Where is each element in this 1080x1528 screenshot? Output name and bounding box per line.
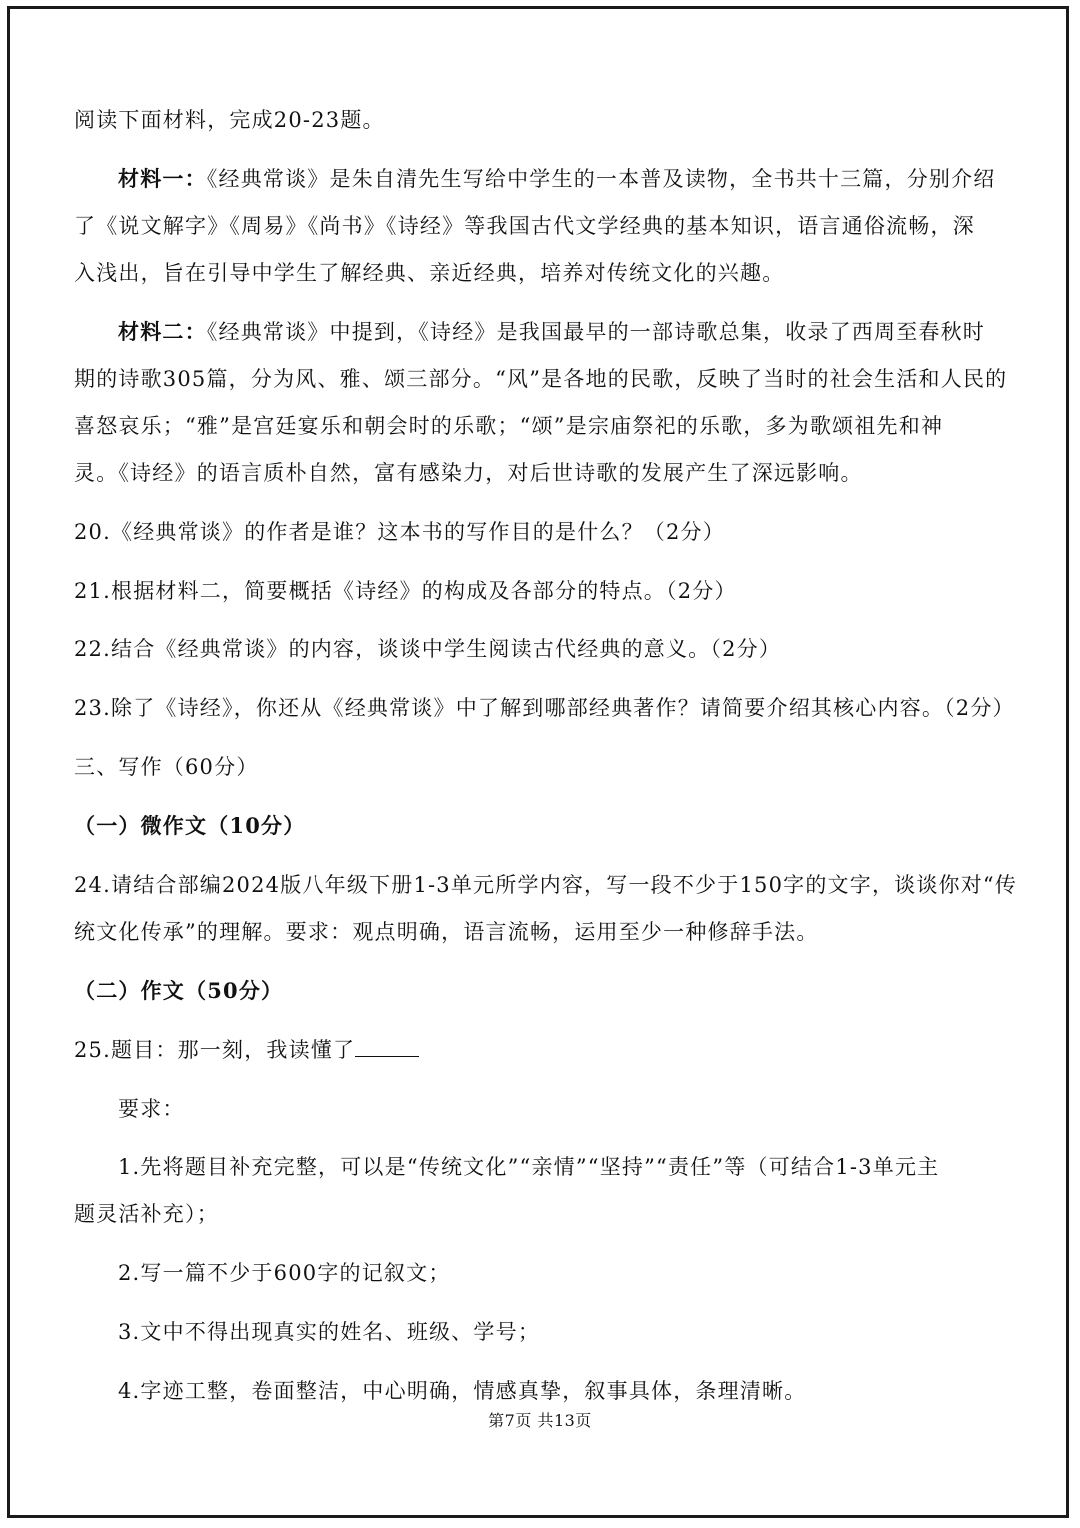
question-24-line-2: 统文化传承”的理解。要求：观点明确，语言流畅，运用至少一种修辞手法。 — [74, 920, 819, 944]
material-one-label: 材料一： — [118, 166, 207, 191]
requirement-2: 2.写一篇不少于600字的记叙文； — [118, 1261, 451, 1285]
material-one-line-1 — [118, 165, 996, 193]
requirement-1-line-2: 题灵活补充）； — [74, 1202, 219, 1226]
question-23: 23.除了《诗经》，你还从《经典常谈》中了解到哪部经典著作？请简要介绍其核心内容。（2分） — [74, 696, 1015, 720]
question-25-prompt: 25.题目：那一刻，我读懂了 — [74, 1038, 356, 1062]
material-one-text: 《经典常谈》是朱自清先生写给中学生的一本普及读物，全书共十三篇，分别介绍 — [206, 167, 996, 191]
requirement-4: 4.字迹工整，卷面整洁，中心明确，情感真挚，叙事具体，条理清晰。 — [118, 1379, 807, 1403]
material-one-line-2: 了《说文解字》《周易》《尚书》《诗经》等我国古代文学经典的基本知识，语言通俗流畅，深 — [74, 214, 975, 238]
material-one-line-3: 入浅出，旨在引导中学生了解经典、亲近经典，培养对传统文化的兴趣。 — [74, 261, 785, 285]
material-two-text: 《经典常谈》中提到，《诗经》是我国最早的一部诗歌总集，收录了西周至春秋时 — [206, 320, 986, 344]
question-20: 20.《经典常谈》的作者是谁？这本书的写作目的是什么？（2分） — [74, 520, 725, 544]
writing-section-heading: 三、写作（60分） — [74, 755, 259, 779]
page-number-footer: 第7页 共13页 — [488, 1411, 592, 1430]
question-25 — [74, 1036, 419, 1064]
requirement-1-line-1: 1.先将题目补充完整，可以是“传统文化”“亲情”“坚持”“责任”等（可结合1-3单元主 — [118, 1155, 940, 1179]
material-two-label: 材料二： — [118, 319, 207, 344]
question-21: 21.根据材料二，简要概括《诗经》的构成及各部分的特点。（2分） — [74, 579, 737, 603]
question-24-line-1: 24.请结合部编2024版八年级下册1-3单元所学内容，写一段不少于150字的文字，谈谈你对“传 — [74, 873, 1018, 897]
requirement-3: 3.文中不得出现真实的姓名、班级、学号； — [118, 1320, 541, 1344]
micro-essay-heading: （一）微作文（10分） — [74, 813, 306, 838]
material-two-line-4: 灵。《诗经》的语言质朴自然，富有感染力，对后世诗歌的发展产生了深远影响。 — [74, 461, 863, 485]
material-two-line-2: 期的诗歌305篇，分为风、雅、颂三部分。“风”是各地的民歌，反映了当时的社会生活和人民的 — [74, 367, 1008, 391]
material-two-line-1 — [118, 318, 985, 346]
essay-heading: （二）作文（50分） — [74, 978, 284, 1003]
question-22: 22.结合《经典常谈》的内容，谈谈中学生阅读古代经典的意义。（2分） — [74, 637, 782, 661]
title-blank — [355, 1036, 419, 1057]
material-two-line-3: 喜怒哀乐；“雅”是宫廷宴乐和朝会时的乐歌；“颂”是宗庙祭祀的乐歌，多为歌颂祖先和神 — [74, 414, 944, 438]
requirements-label: 要求： — [118, 1097, 185, 1121]
reading-instruction: 阅读下面材料，完成20-23题。 — [74, 108, 385, 132]
